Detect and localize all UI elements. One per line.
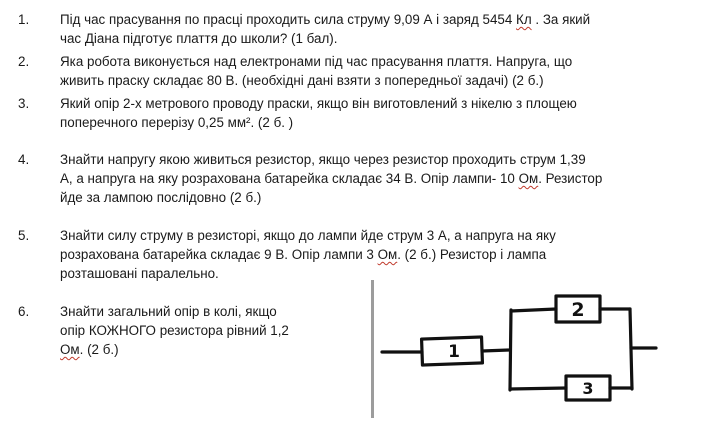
column-divider (371, 280, 374, 418)
task-text-line: Під час прасування по прасці проходить сила струму 9,09 А і заряд 5454 Кл . За який (60, 12, 591, 27)
task-text-line: опір КОЖНОГО резистора рівний 1,2 (60, 323, 289, 338)
resistor-3-label: 3 (582, 379, 594, 398)
task-text-line: Знайти напругу якою живиться резистор, якщо через резистор проходить струм 1,39 (60, 152, 586, 167)
circuit-diagram (378, 282, 698, 412)
task-text-line: А, а напруга на яку розрахована батарейка складає 34 В. Опір лампи- 10 Ом. Резистор (60, 171, 603, 186)
task-5 (18, 226, 690, 283)
task-text-line: поперечного перерізу 0,25 мм². (2 б. ) (60, 115, 294, 130)
wire-to-junction (482, 350, 510, 351)
top-branch-wire (511, 309, 556, 311)
task-4 (18, 150, 690, 207)
task-text-line: час Діана підготує плаття до школи? (1 бал). (60, 31, 338, 46)
spellcheck-underlined-word: Ом (518, 171, 539, 186)
left-bus (510, 310, 511, 390)
task-1 (18, 10, 690, 48)
task-number: 4. (18, 152, 30, 167)
task-number: 1. (18, 12, 30, 27)
task-number: 5. (18, 228, 30, 243)
task-text-line: розрахована батарейка складає 9 В. Опір лампи 3 Ом. (2 б.) Резистор і лампа (60, 247, 547, 262)
task-3 (18, 94, 690, 132)
task-text-line: Який опір 2-х метрового проводу праски, якщо він виготовлений з нікелю з площею (60, 96, 577, 111)
task-2 (18, 52, 690, 90)
task-6 (18, 302, 360, 359)
bottom-branch-wire (510, 388, 566, 389)
task-text-line: живить праску складає 80 В. (необхідні дані взяти з попередньої задачі) (2 б.) (60, 73, 544, 88)
task-text-line: розташовані паралельно. (60, 266, 219, 281)
spellcheck-underlined-word: Ом (377, 247, 398, 262)
task-number: 6. (18, 304, 30, 319)
resistor-1-label: 1 (448, 342, 460, 362)
task-text-line: йде за лампою послідовно (2 б.) (60, 190, 262, 205)
task-text-line: Ом. (2 б.) (60, 342, 119, 357)
task-text-line: Знайти силу струму в резисторі, якщо до лампи йде струм 3 А, а напруга на яку (60, 228, 556, 243)
resistor-2-label: 2 (571, 299, 585, 321)
spellcheck-underlined-word: Кл (516, 12, 532, 27)
task-number: 3. (18, 96, 30, 111)
task-text-line: Яка робота виконується над електронами під час прасування плаття. Напруга, що (60, 54, 573, 69)
task-text-line: Знайти загальний опір в колі, якщо (60, 304, 277, 319)
spellcheck-underlined-word: Ом (60, 342, 80, 357)
task-number: 2. (18, 54, 30, 69)
